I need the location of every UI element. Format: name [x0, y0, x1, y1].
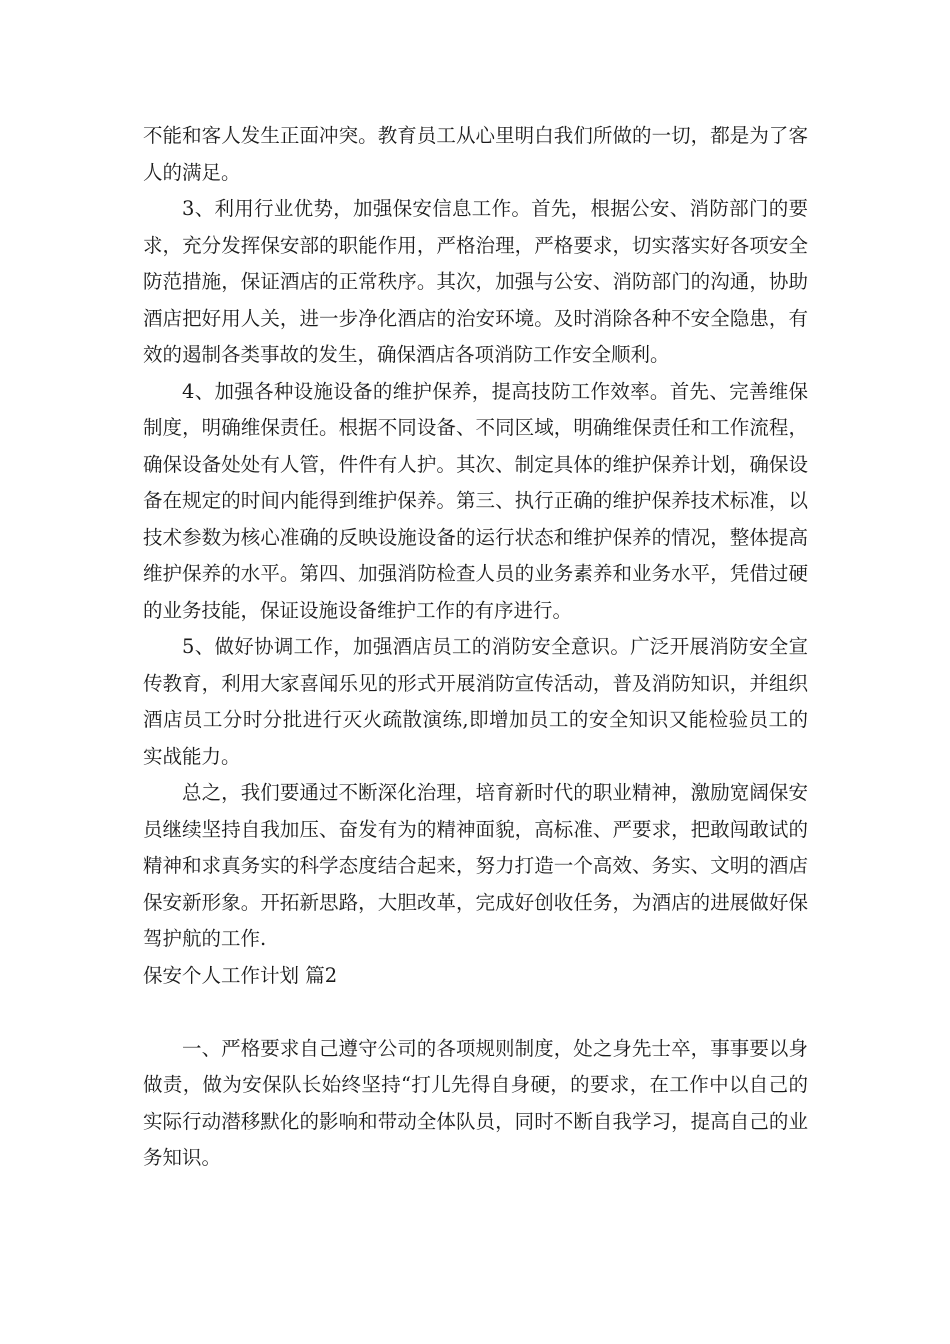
paragraph-summary: 总之，我们要通过不断深化治理，培育新时代的职业精神，激励宽阔保安员继续坚持自我加压、奋发有为的精神面貌，高标准、严要求，把敢闯敢试的精神和求真务实的科学态度结合起来，努力打造一个高效、务实、文明的酒店保安新形象。开拓新思路，大胆改革，完成好创收任务，为酒店的进展做好保驾护航的工作. [143, 781, 808, 950]
document-page [143, 118, 808, 1177]
paragraph-continuation: 不能和客人发生正面冲突。教育员工从心里明白我们所做的一切，都是为了客人的满足。 [143, 124, 808, 184]
paragraph-item-5: 5、做好协调工作，加强酒店员工的消防安全意识。广泛开展消防安全宣传教育，利用大家喜闻乐见的形式开展消防宣传活动，普及消防知识，并组织酒店员工分时分批进行灭火疏散演练,即增加员工的安全知识又能检验员工的实战能力。 [143, 635, 808, 768]
paragraph-point-1: 一、严格要求自己遵守公司的各项规则制度，处之身先士卒，事事要以身做责，做为安保队长始终坚持“打儿先得自身硬，的要求，在工作中以自己的实际行动潜移默化的影响和带动全体队员，同时不断自我学习，提高自己的业务知识。 [143, 1036, 808, 1169]
paragraph-item-4: 4、加强各种设施设备的维护保养，提高技防工作效率。首先、完善维保制度，明确维保责任。根据不同设备、不同区域，明确维保责任和工作流程，确保设备处处有人管，件件有人护。其次、制定具体的维护保养计划，确保设备在规定的时间内能得到维护保养。第三、执行正确的维护保养技术标准，以技术参数为核心准确的反映设施设备的运行状态和维护保养的情况，整体提高维护保养的水平。第四、加强消防检查人员的业务素养和业务水平，凭借过硬的业务技能，保证设施设备维护工作的有序进行。 [143, 379, 808, 622]
section-gap [143, 994, 808, 1031]
paragraph-item-3: 3、利用行业优势，加强保安信息工作。首先，根据公安、消防部门的要求，充分发挥保安部的职能作用，严格治理，严格要求，切实落实好各项安全防范措施，保证酒店的正常秩序。其次，加强与公安、消防部门的沟通，协助酒店把好用人关，进一步净化酒店的治安环境。及时消除各种不安全隐患，有效的遏制各类事故的发生，确保酒店各项消防工作安全顺利。 [143, 197, 808, 366]
section-heading: 保安个人工作计划 篇2 [143, 963, 338, 987]
